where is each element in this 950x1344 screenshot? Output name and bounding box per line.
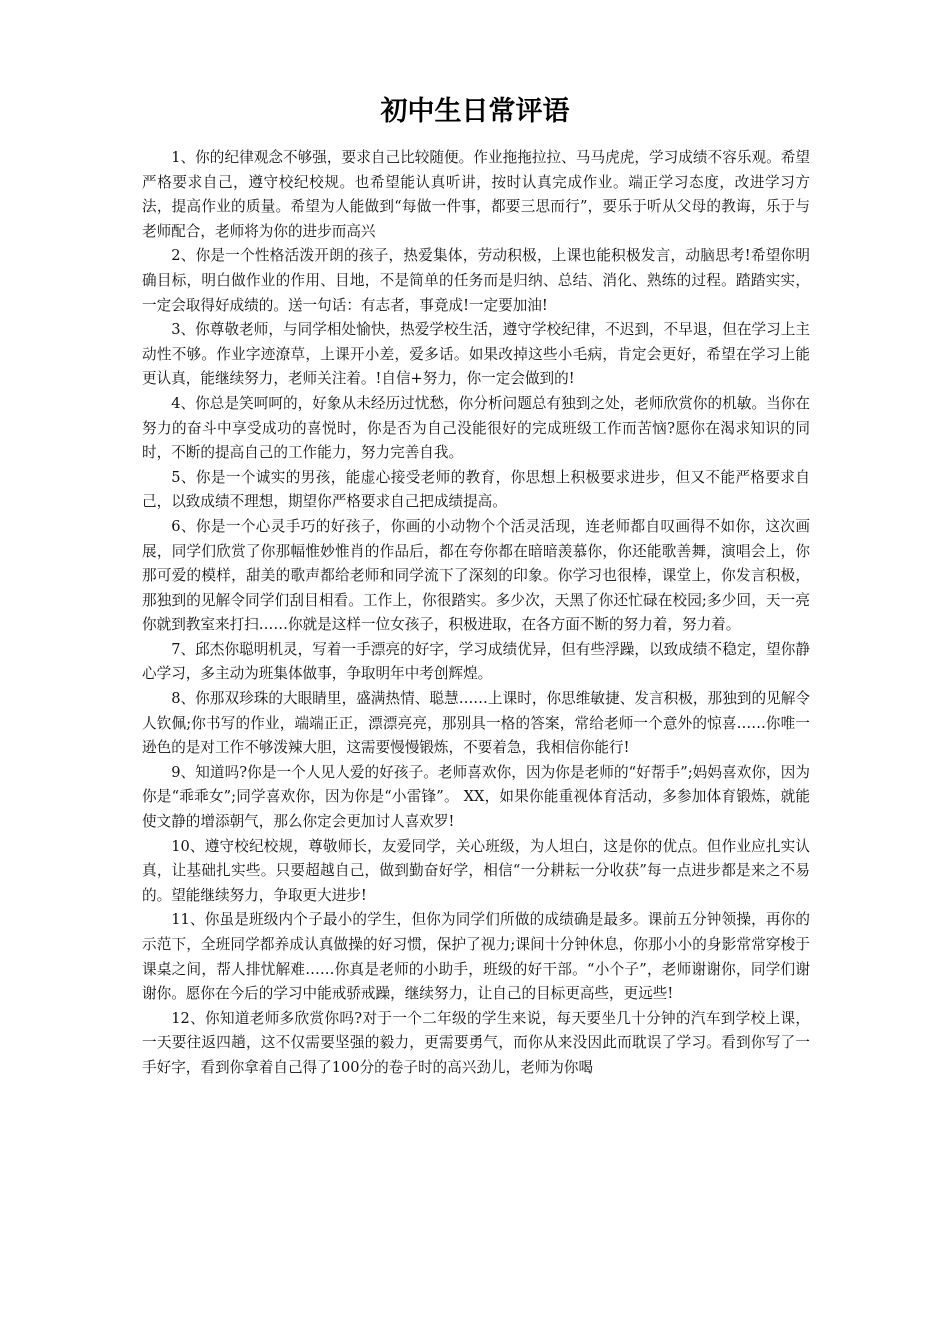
comment-paragraph-4: 4、你总是笑呵呵的，好象从未经历过忧愁，你分析问题总有独到之处，老师欣赏你的机敏。当你在努力的奋斗中享受成功的喜悦时，你是否为自己没能很好的完成班级工作而苦恼?愿你在渴求知识的同时，不断的提高自己的工作能力，努力完善自我。 [142,394,810,462]
comment-paragraph-1: 1、你的纪律观念不够强，要求自己比较随便。作业拖拖拉拉、马马虎虎，学习成绩不容乐观。希望严格要求自己，遵守校纪校规。也希望能认真听讲，按时认真完成作业。端正学习态度，改进学习方法，提高作业的质量。希望为人能做到“每做一件事，都要三思而行”，要乐于听从父母的教诲，乐于与老师配合，老师将为你的进步而高兴 [142,149,810,240]
comment-paragraph-8: 8、你那双珍珠的大眼睛里，盛满热情、聪慧……上课时，你思维敏捷、发言积极，那独到的见解令人钦佩;你书写的作业，端端正正，漂漂亮亮，那别具一格的答案，常给老师一个意外的惊喜……你唯一逊色的是对工作不够泼辣大胆，这需要慢慢锻炼，不要着急，我相信你能行! [142,690,810,757]
comment-paragraph-12: 12、你知道老师多欣赏你吗?对于一个二年级的学生来说，每天要坐几十分钟的汽车到学校上课，一天要往返四趟，这不仅需要坚强的毅力，更需要勇气，而你从来没因此而耽误了学习。看到你写了一手好字，看到你拿着自己得了100分的卷子时的高兴劲儿，老师为你喝 [142,1009,810,1076]
document-title: 初中生日常评语 [380,96,570,127]
comment-paragraph-11: 11、你虽是班级内个子最小的学生，但你为同学们所做的成绩确是最多。课前五分钟领操，再你的示范下，全班同学都养成认真做操的好习惯，保护了视力;课间十分钟休息，你那小小的身影常常穿梭于课桌之间，帮人排忧解难……你真是老师的小助手，班级的好干部。“小个子”，老师谢谢你，同学们谢谢你。愿你在今后的学习中能戒骄戒躁，继续努力，让自己的目标更高些，更远些! [142,911,810,1003]
comment-paragraph-10: 10、遵守校纪校规，尊敬师长，友爱同学，关心班级，为人坦白，这是你的优点。但作业应扎实认真，让基础扎实些。只要超越自己，做到勤奋好学，相信“一分耕耘一分收获”每一点进步都是来之不易的。望能继续努力，争取更大进步! [142,837,810,904]
comment-paragraph-9: 9、知道吗?你是一个人见人爱的好孩子。老师喜欢你，因为你是老师的“好帮手”;妈妈喜欢你，因为你是“乖乖女”;同学喜欢你，因为你是“小雷锋”。 XX，如果你能重视体育活动，多参加体育锻炼，就能使文静的增添朝气，那么你定会更加讨人喜欢罗! [142,763,810,831]
document-body [142,146,810,1081]
comment-paragraph-3: 3、你尊敬老师，与同学相处愉快，热爱学校生活，遵守学校纪律，不迟到，不早退，但在学习上主动性不够。作业字迹潦草，上课开小差，爱多话。如果改掉这些小毛病，肯定会更好，希望在学习上能更认真，能继续努力，老师关注着。!自信+努力，你一定会做到的! [142,321,810,388]
comment-paragraph-7: 7、邱杰你聪明机灵，写着一手漂亮的好字，学习成绩优异，但有些浮躁，以致成绩不稳定，望你静心学习，多主动为班集体做事，争取明年中考创辉煌。 [142,640,810,683]
comment-paragraph-5: 5、你是一个诚实的男孩，能虚心接受老师的教育，你思想上积极要求进步，但又不能严格要求自己，以致成绩不理想，期望你严格要求自己把成绩提高。 [142,468,810,511]
comment-paragraph-6: 6、你是一个心灵手巧的好孩子，你画的小动物个个活灵活现，连老师都自叹画得不如你，这次画展，同学们欣赏了你那幅惟妙惟肖的作品后，都在夸你都在暗暗羡慕你，你还能歌善舞，演唱会上，你那可爱的模样，甜美的歌声都给老师和同学流下了深刻的印象。你学习也很棒，课堂上，你发言积极，那独到的见解令同学们刮目相看。工作上，你很踏实。多少次，天黑了你还忙碌在校园;多少回，天一亮你就到教室来打扫……你就是这样一位女孩子，积极进取，在各方面不断的努力着，努力着。 [142,517,810,634]
comment-paragraph-2: 2、你是一个性格活泼开朗的孩子，热爱集体，劳动积极，上课也能积极发言，动脑思考!希望你明确目标，明白做作业的作用、目地，不是简单的任务而是归纳、总结、消化、熟练的过程。踏踏实实，一定会取得好成绩的。送一句话：有志者，事竟成!一定要加油! [142,247,810,314]
